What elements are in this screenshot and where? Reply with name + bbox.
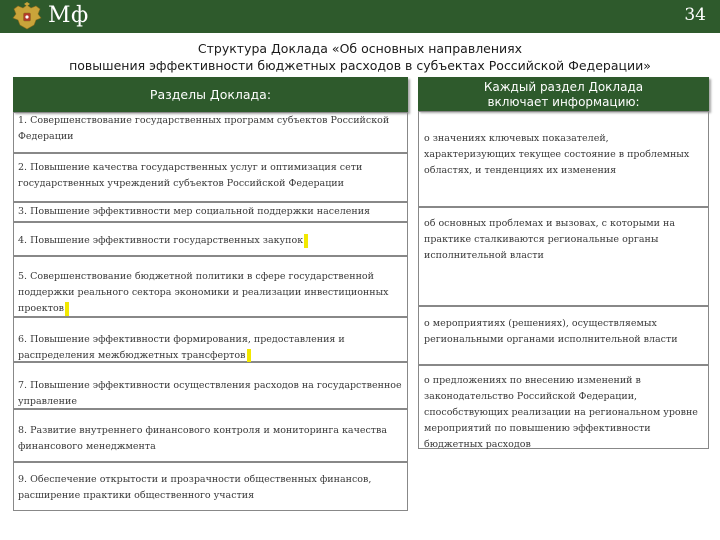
- sections-header: Разделы Доклада:: [13, 77, 408, 112]
- top-bar: [0, 0, 720, 33]
- section-text: 7. Повышение эффективности осуществления расходов на государственное управление: [18, 380, 402, 407]
- info-text: о мероприятиях (решениях), осуществляемых региональными органами исполнительной власти: [424, 318, 678, 345]
- section-text: 6. Повышение эффективности формирования, предоставления и распределения межбюджетных трансфертов: [18, 334, 345, 361]
- section-text: 2. Повышение качества государственных услуг и оптимизация сети государственных учреждений субъектов Российской Федерации: [18, 162, 363, 189]
- page-number: 34: [684, 5, 706, 25]
- section-text: 3. Повышение эффективности мер социальной поддержки населения: [18, 206, 371, 217]
- info-header-line-2: включает информацию:: [487, 95, 640, 109]
- section-item: [13, 362, 408, 409]
- info-item: [418, 207, 709, 306]
- info-header: [418, 77, 709, 111]
- section-text: 5. Совершенствование бюджетной политики в сфере государственной поддержки реального сектора экономики и реализации инвестиционных проектов: [18, 271, 389, 314]
- title-line-2: повышения эффективности бюджетных расходов в субъектах Российской Федерации»: [69, 58, 651, 73]
- section-text: 9. Обеспечение открытости и прозрачности общественных финансов, расширение практики общественного участия: [18, 474, 372, 501]
- section-item: [13, 462, 408, 511]
- section-item: [13, 256, 408, 317]
- slide-title: [0, 40, 720, 74]
- title-line-1: Структура Доклада «Об основных направлениях: [197, 41, 523, 56]
- section-text: 4. Повышение эффективности государственных закупок: [18, 235, 304, 246]
- highlight-marker: [304, 234, 308, 248]
- highlight-marker: [247, 349, 251, 363]
- section-text: 1. Совершенствование государственных программ субъектов Российской Федерации: [18, 115, 390, 142]
- section-text: 8. Развитие внутреннего финансового контроля и мониторинга качества финансового менеджмента: [18, 425, 388, 452]
- section-item: [13, 409, 408, 462]
- info-text: об основных проблемах и вызовах, с которыми на практике сталкиваются региональные органы исполнительной власти: [424, 218, 676, 261]
- coat-of-arms-icon: [10, 2, 44, 31]
- info-text: о предложениях по внесению изменений в законодательство Российской Федерации, способствующих реализации на региональном уровне мероприятий по повышению эффективности бюджетных расходов: [424, 375, 698, 450]
- section-item: [13, 153, 408, 202]
- section-item: [13, 317, 408, 362]
- section-item: [13, 222, 408, 256]
- info-header-line-1: Каждый раздел Доклада: [483, 80, 644, 94]
- section-item: [13, 202, 408, 222]
- ministry-logo-text: Мф: [48, 3, 89, 28]
- section-item: [13, 112, 408, 153]
- highlight-marker: [65, 302, 69, 316]
- info-item: [418, 111, 709, 207]
- info-item: [418, 306, 709, 365]
- info-item: [418, 365, 709, 449]
- info-text: о значениях ключевых показателей, характеризующих текущее состояние в проблемных областях, и тенденциях их изменения: [424, 133, 690, 176]
